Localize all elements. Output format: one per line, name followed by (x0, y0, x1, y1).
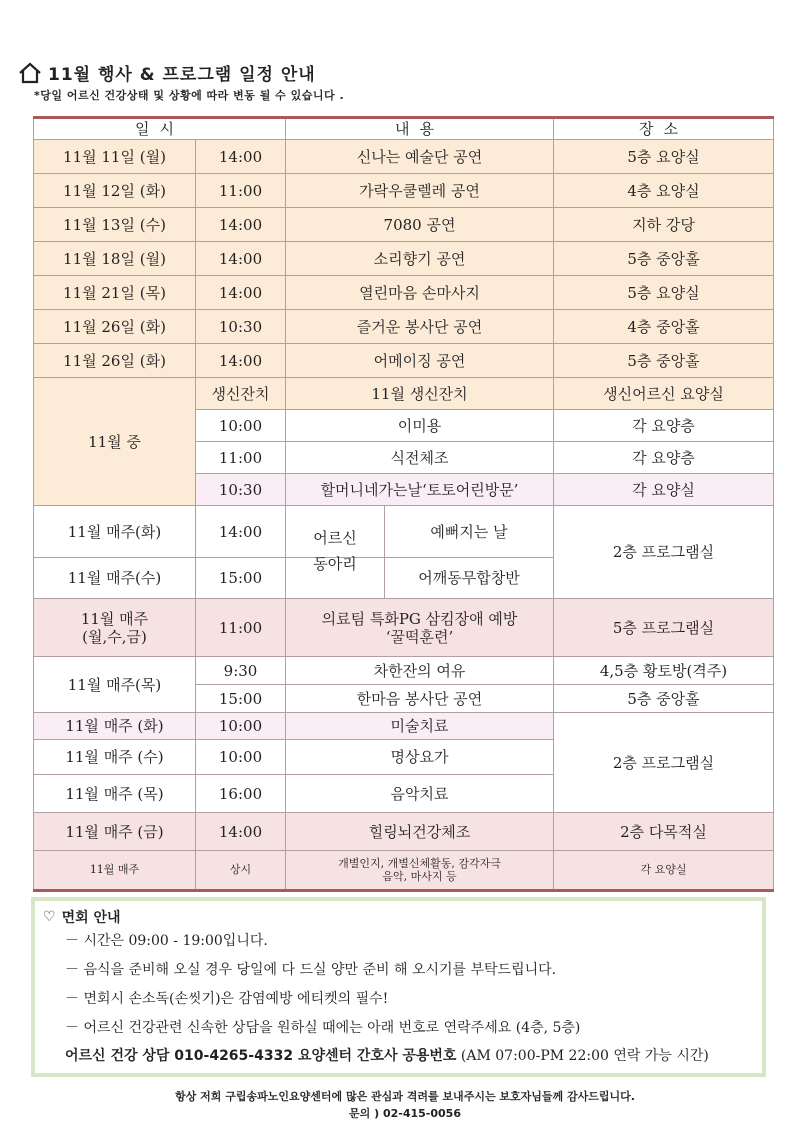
table-row (34, 813, 774, 851)
medical-time: 11:00 (196, 599, 286, 657)
weekly-content-line1: 개별인지, 개별신체활동, 감각자극 (338, 856, 501, 870)
event-place: 각 요양실 (554, 474, 774, 506)
medical-date (34, 599, 196, 657)
table-row (34, 713, 774, 740)
contact-line (65, 1043, 762, 1069)
event-place: 5층 요양실 (554, 276, 774, 310)
weekly-time: 상시 (196, 851, 286, 891)
contact-bold: 어르신 건강 상담 010-4265-4332 요양센터 간호사 공용번호 (65, 1048, 457, 1064)
event-time: 9:30 (196, 657, 286, 685)
table-row (34, 378, 774, 410)
birthday-label: 생신잔치 (196, 378, 286, 410)
event-date: 11월 26일 (화) (34, 310, 196, 344)
col-header-place: 장소 (554, 118, 774, 140)
mid-month-date: 11월 중 (34, 378, 196, 506)
schedule-table (33, 116, 774, 892)
club-time: 14:00 (196, 506, 286, 558)
friday-content: 힐링뇌건강체조 (286, 813, 554, 851)
therapy-content: 미술치료 (286, 713, 554, 740)
thursday-date: 11월 매주(목) (34, 657, 196, 713)
weekly-content (286, 851, 554, 891)
weekly-content-line2: 음악, 마사지 등 (382, 870, 457, 883)
visit-line: － 음식을 준비해 오실 경우 당일에 다 드실 양만 준비 해 오시기를 부탁드립니다. (65, 962, 557, 978)
event-place: 4층 중앙홀 (554, 310, 774, 344)
event-time: 10:00 (196, 410, 286, 442)
event-place: 각 요양층 (554, 410, 774, 442)
medical-content-line1: 의료팀 특화PG 삼킴장애 예방 (321, 609, 518, 628)
visit-line: － 시간은 09:00 - 19:00입니다. (65, 933, 268, 949)
club-group (286, 506, 385, 573)
therapy-date: 11월 매주 (화) (34, 713, 196, 740)
club-content: 어깨동무합창반 (418, 569, 520, 587)
therapy-time: 10:00 (196, 713, 286, 740)
event-content: 이미용 (286, 410, 554, 442)
event-time: 10:30 (196, 310, 286, 344)
event-content: 즐거운 봉사단 공연 (286, 310, 554, 344)
club-content-split (286, 506, 553, 573)
event-time: 14:00 (196, 276, 286, 310)
visit-line: － 면회시 손소독(손씻기)은 감염예방 에티켓의 필수! (65, 991, 389, 1007)
weekly-date: 11월 매주 (34, 851, 196, 891)
table-row (34, 344, 774, 378)
event-place: 5층 중앙홀 (554, 344, 774, 378)
table-header-row (34, 118, 774, 140)
event-content: 차한잔의 여유 (286, 657, 554, 685)
event-place: 4층 요양실 (554, 174, 774, 208)
club-date: 11월 매주(화) (34, 506, 196, 558)
page-title (18, 60, 798, 85)
event-time: 14:00 (196, 242, 286, 276)
event-content: 열린마음 손마사지 (286, 276, 554, 310)
visit-notice-box (31, 897, 766, 1077)
event-content: 식전체조 (286, 442, 554, 474)
event-content: 신나는 예술단 공연 (286, 140, 554, 174)
event-place: 5층 중앙홀 (554, 685, 774, 713)
col-header-content: 내용 (286, 118, 554, 140)
visit-title-text: 면회 안내 (61, 910, 121, 926)
footer-thanks: 항상 저희 구립송파노인요양센터에 많은 관심과 격려를 보내주시는 보호자님들께 감사드립니다. (175, 1090, 635, 1103)
col-header-datetime: 일시 (34, 118, 286, 140)
therapy-content: 음악치료 (286, 775, 554, 813)
event-time: 14:00 (196, 208, 286, 242)
event-time: 10:30 (196, 474, 286, 506)
club-group-label: 어르신 동아리 (313, 529, 357, 573)
event-content: 소리향기 공연 (286, 242, 554, 276)
subtitle: *당일 어르신 건강상태 및 상황에 따라 변동 될 수 있습니다 . (34, 89, 345, 102)
therapy-time: 10:00 (196, 740, 286, 775)
club-time: 15:00 (196, 558, 286, 599)
event-content: 한마음 봉사단 공연 (286, 685, 554, 713)
weekly-place: 각 요양실 (554, 851, 774, 891)
event-place: 5층 중앙홀 (554, 242, 774, 276)
medical-content-line2: ‘꿀떡훈련’ (385, 627, 454, 646)
header (18, 60, 798, 103)
table-row (34, 276, 774, 310)
event-content: 가락우쿨렐레 공연 (286, 174, 554, 208)
table-row (34, 657, 774, 685)
therapy-content: 명상요가 (286, 740, 554, 775)
friday-place: 2층 다목적실 (554, 813, 774, 851)
table-row (34, 310, 774, 344)
event-date: 11월 13일 (수) (34, 208, 196, 242)
event-date: 11월 11일 (월) (34, 140, 196, 174)
birthday-content: 11월 생신잔치 (286, 378, 554, 410)
event-time: 14:00 (196, 140, 286, 174)
medical-content (286, 599, 554, 657)
event-place: 지하 강당 (554, 208, 774, 242)
table-row (34, 599, 774, 657)
therapy-time: 16:00 (196, 775, 286, 813)
friday-time: 14:00 (196, 813, 286, 851)
event-place: 각 요양층 (554, 442, 774, 474)
table-row (34, 208, 774, 242)
therapy-date: 11월 매주 (수) (34, 740, 196, 775)
visit-line: － 어르신 건강관련 신속한 상담을 원하실 때에는 아래 번호로 연락주세요 (4층, 5층) (65, 1020, 581, 1036)
event-place: 5층 요양실 (554, 140, 774, 174)
footer-inquiry: 문의 ) 02-415-0056 (349, 1107, 461, 1120)
event-time: 14:00 (196, 344, 286, 378)
title-text: 11월 행사 & 프로그램 일정 안내 (48, 65, 316, 85)
club-content: 예뻐지는 날 (430, 522, 508, 541)
table-row (34, 140, 774, 174)
table-row (34, 506, 774, 558)
home-icon (18, 62, 42, 84)
medical-place: 5층 프로그램실 (554, 599, 774, 657)
event-date: 11월 21일 (목) (34, 276, 196, 310)
event-time: 11:00 (196, 174, 286, 208)
event-date: 11월 12일 (화) (34, 174, 196, 208)
birthday-place: 생신어르신 요양실 (554, 378, 774, 410)
event-date: 11월 18일 (월) (34, 242, 196, 276)
therapy-place: 2층 프로그램실 (554, 713, 774, 813)
event-content: 7080 공연 (286, 208, 554, 242)
event-content: 할머니네가는날‘토토어린방문’ (286, 474, 554, 506)
visit-title (43, 907, 762, 927)
medical-date-line2: (월,수,금) (82, 627, 147, 646)
contact-hours: (AM 07:00-PM 22:00 연락 가능 시간) (456, 1048, 709, 1064)
table-row (34, 242, 774, 276)
club-date: 11월 매주(수) (34, 558, 196, 599)
friday-date: 11월 매주 (금) (34, 813, 196, 851)
heart-icon: ♡ (43, 909, 56, 925)
medical-date-line1: 11월 매주 (80, 609, 149, 628)
therapy-date: 11월 매주 (목) (34, 775, 196, 813)
club-place: 2층 프로그램실 (554, 506, 774, 599)
event-time: 11:00 (196, 442, 286, 474)
table-row (34, 174, 774, 208)
table-row (34, 851, 774, 891)
event-time: 15:00 (196, 685, 286, 713)
event-place: 4,5층 황토방(격주) (554, 657, 774, 685)
event-content: 어메이징 공연 (286, 344, 554, 378)
event-date: 11월 26일 (화) (34, 344, 196, 378)
